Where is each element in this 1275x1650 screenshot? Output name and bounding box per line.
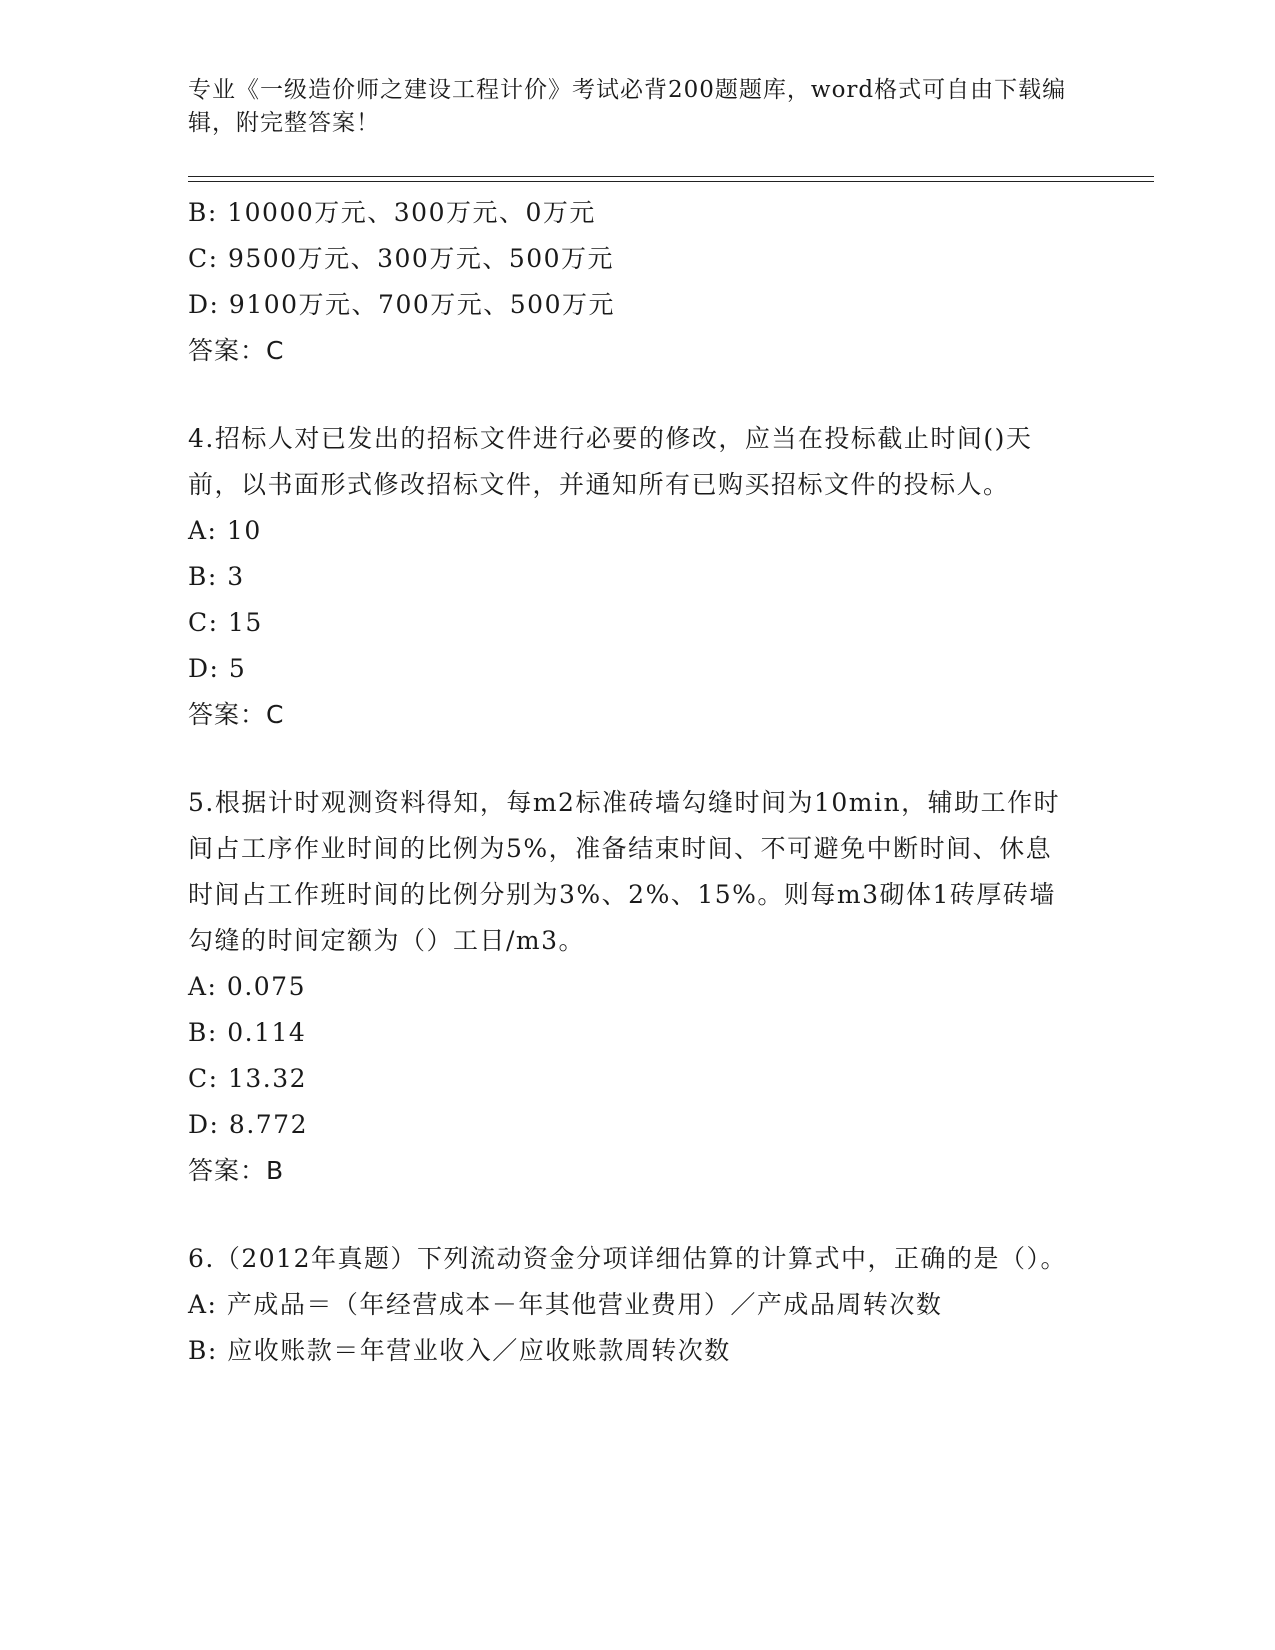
option-b: B: 10000万元、300万元、0万元 — [188, 198, 596, 227]
question-list — [188, 190, 1078, 1374]
option-d: D: 9100万元、700万元、500万元 — [188, 290, 615, 319]
question-text: 5.根据计时观测资料得知，每m2标准砖墙勾缝时间为10min，辅助工作时间占工序作业时间的比例为5%，准备结束时间、不可避免中断时间、休息时间占工作班时间的比例分别为3%、2%、15%。则每m3砌体1砖厚砖墙勾缝的时间定额为（）工日/m3。 — [188, 788, 1061, 955]
option-c: C: 9500万元、300万元、500万元 — [188, 244, 615, 273]
answer: 答案：B — [188, 1156, 285, 1185]
question-block-6 — [188, 1236, 1078, 1374]
question-block-5 — [188, 780, 1078, 1194]
option-c: C: 13.32 — [188, 1064, 308, 1093]
option-c: C: 15 — [188, 608, 263, 637]
question-block-4 — [188, 416, 1078, 738]
header-divider-top — [188, 176, 1154, 177]
header-text: 专业《一级造价师之建设工程计价》考试必背200题题库，word格式可自由下载编辑，附完整答案！ — [188, 77, 1067, 136]
option-b: B: 3 — [188, 562, 245, 591]
question-text: 6.（2012年真题）下列流动资金分项详细估算的计算式中，正确的是（）。 — [188, 1244, 1067, 1273]
option-b: B: 0.114 — [188, 1018, 307, 1047]
option-a: A: 产成品＝（年经营成本－年其他营业费用）／产成品周转次数 — [188, 1290, 943, 1319]
question-block-3 — [188, 190, 1078, 374]
document-header — [188, 74, 1088, 140]
option-b: B: 应收账款＝年营业收入／应收账款周转次数 — [188, 1336, 731, 1365]
option-a: A: 0.075 — [188, 972, 306, 1001]
answer: 答案：C — [188, 336, 285, 365]
header-divider-bottom — [188, 181, 1154, 182]
option-d: D: 8.772 — [188, 1110, 308, 1139]
option-a: A: 10 — [188, 516, 262, 545]
answer: 答案：C — [188, 700, 285, 729]
option-d: D: 5 — [188, 654, 247, 683]
question-text: 4.招标人对已发出的招标文件进行必要的修改，应当在投标截止时间()天前，以书面形式修改招标文件，并通知所有已购买招标文件的投标人。 — [188, 424, 1033, 499]
